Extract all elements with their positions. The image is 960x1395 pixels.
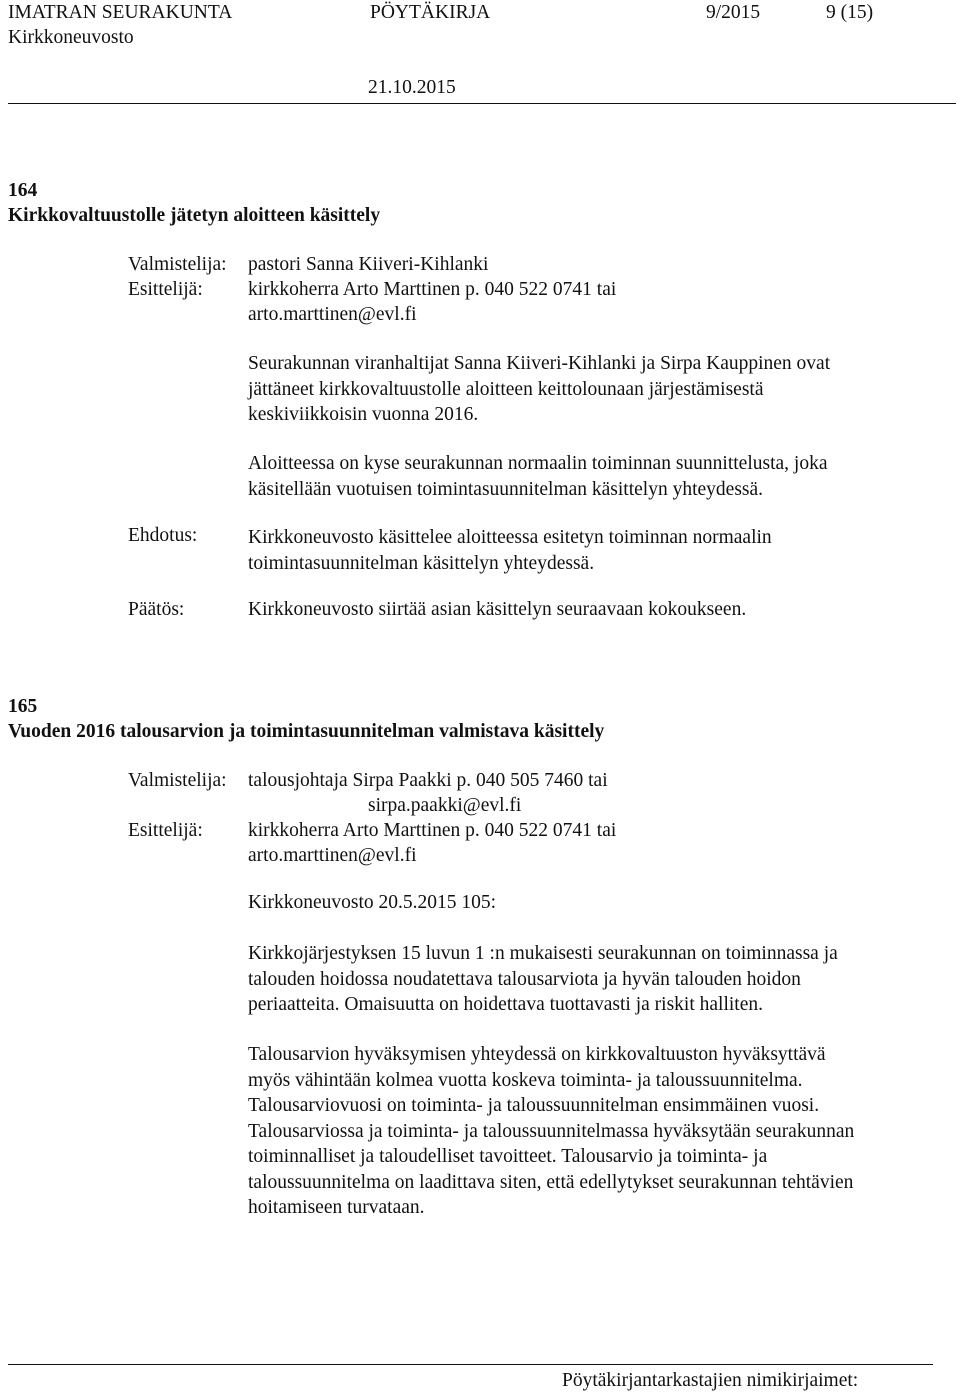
header-date: 21.10.2015 [368,77,456,98]
text-line: Talousarvion hyväksymisen yhteydessä on kirkkovaltuuston hyväksyttävä [248,1044,826,1065]
header-page: 9 (15) [826,2,874,23]
text-line: Aloitteessa on kyse seurakunnan normaalin toiminnan suunnittelusta, joka [248,453,828,474]
section-165-presenter: kirkkoherra Arto Marttinen p. 040 522 0741 tai [248,820,617,841]
proposal-text [248,525,772,576]
section-165-number: 165 [8,696,38,717]
proposal-label: Ehdotus: [128,525,198,546]
section-165-preparer: talousjohtaja Sirpa Paakki p. 040 505 7460 tai [248,770,608,791]
section-164-presenter-label: Esittelijä: [128,279,203,300]
text-line: Kirkkoneuvosto käsittelee aloitteessa esitetyn toiminnan normaalin [248,527,772,548]
text-line: jättäneet kirkkovaltuustolle aloitteen keittolounaan järjestämisestä [248,378,764,400]
text-line: periaatteita. Omaisuutta on hoidettava tuottavasti ja riskit halliten. [248,994,763,1015]
text-line: myös vähintään kolmea vuotta koskeva toiminta- ja taloussuunnitelma. [248,1069,803,1091]
header-doc-number: 9/2015 [706,2,761,23]
section-164-title: Kirkkovaltuustolle jätetyn aloitteen käsittely [8,205,381,226]
header-rule [8,103,956,104]
text-line: Kirkkojärjestyksen 15 luvun 1 :n mukaisesti seurakunnan on toiminnassa ja [248,943,838,964]
section-164-preparer: pastori Sanna Kiiveri-Kihlanki [248,254,489,275]
section-165-preparer-email: sirpa.paakki@evl.fi [368,795,522,816]
header-org: IMATRAN SEURAKUNTA [8,2,233,23]
section-164-number: 164 [8,180,38,201]
text-line: Talousarviossa ja toiminta- ja taloussuunnitelmassa hyväksytään seurakunnan [248,1120,855,1142]
header-doc-type: PÖYTÄKIRJA [370,2,491,23]
text-line: toimintasuunnitelman käsittelyn yhteydessä. [248,552,595,574]
decision-label: Päätös: [128,599,185,620]
section-165-reference: Kirkkoneuvosto 20.5.2015 105: [248,892,497,913]
section-164-paragraph-1 [248,351,830,428]
header-body: Kirkkoneuvosto [8,27,134,48]
section-164-presenter: kirkkoherra Arto Marttinen p. 040 522 0741 tai [248,279,617,300]
section-165-presenter-email: arto.marttinen@evl.fi [248,845,417,866]
section-165-presenter-label: Esittelijä: [128,820,203,841]
section-164-preparer-label: Valmistelija: [128,254,227,275]
section-165-title: Vuoden 2016 talousarvion ja toimintasuunnitelman valmistava käsittely [8,721,605,742]
text-line: toiminnalliset ja taloudelliset tavoitteet. Talousarvio ja toiminta- ja [248,1146,768,1167]
text-line: keskiviikkoisin vuonna 2016. [248,404,479,425]
section-165-paragraph-1 [248,941,838,1018]
decision-text: Kirkkoneuvosto siirtää asian käsittelyn seuraavaan kokoukseen. [248,599,747,620]
section-165-paragraph-2 [248,1042,854,1221]
text-line: hoitamiseen turvataan. [248,1197,425,1218]
section-165-preparer-label: Valmistelija: [128,770,227,791]
footer-signatures-label: Pöytäkirjantarkastajien nimikirjaimet: [562,1370,859,1391]
section-164-paragraph-2 [248,451,827,502]
text-line: Talousarviovuosi on toiminta- ja taloussuunnitelman ensimmäinen vuosi. [248,1095,820,1116]
footer-rule [8,1364,933,1365]
section-164-presenter-email: arto.marttinen@evl.fi [248,304,417,325]
text-line: käsitellään vuotuisen toimintasuunnitelman käsittelyn yhteydessä. [248,478,764,500]
text-line: Seurakunnan viranhaltijat Sanna Kiiveri-Kihlanki ja Sirpa Kauppinen ovat [248,353,831,374]
text-line: talouden hoidossa noudatettava talousarviota ja hyvän talouden hoidon [248,968,801,990]
text-line: taloussuunnitelma on laadittava siten, että edellytykset seurakunnan tehtävien [248,1171,854,1193]
